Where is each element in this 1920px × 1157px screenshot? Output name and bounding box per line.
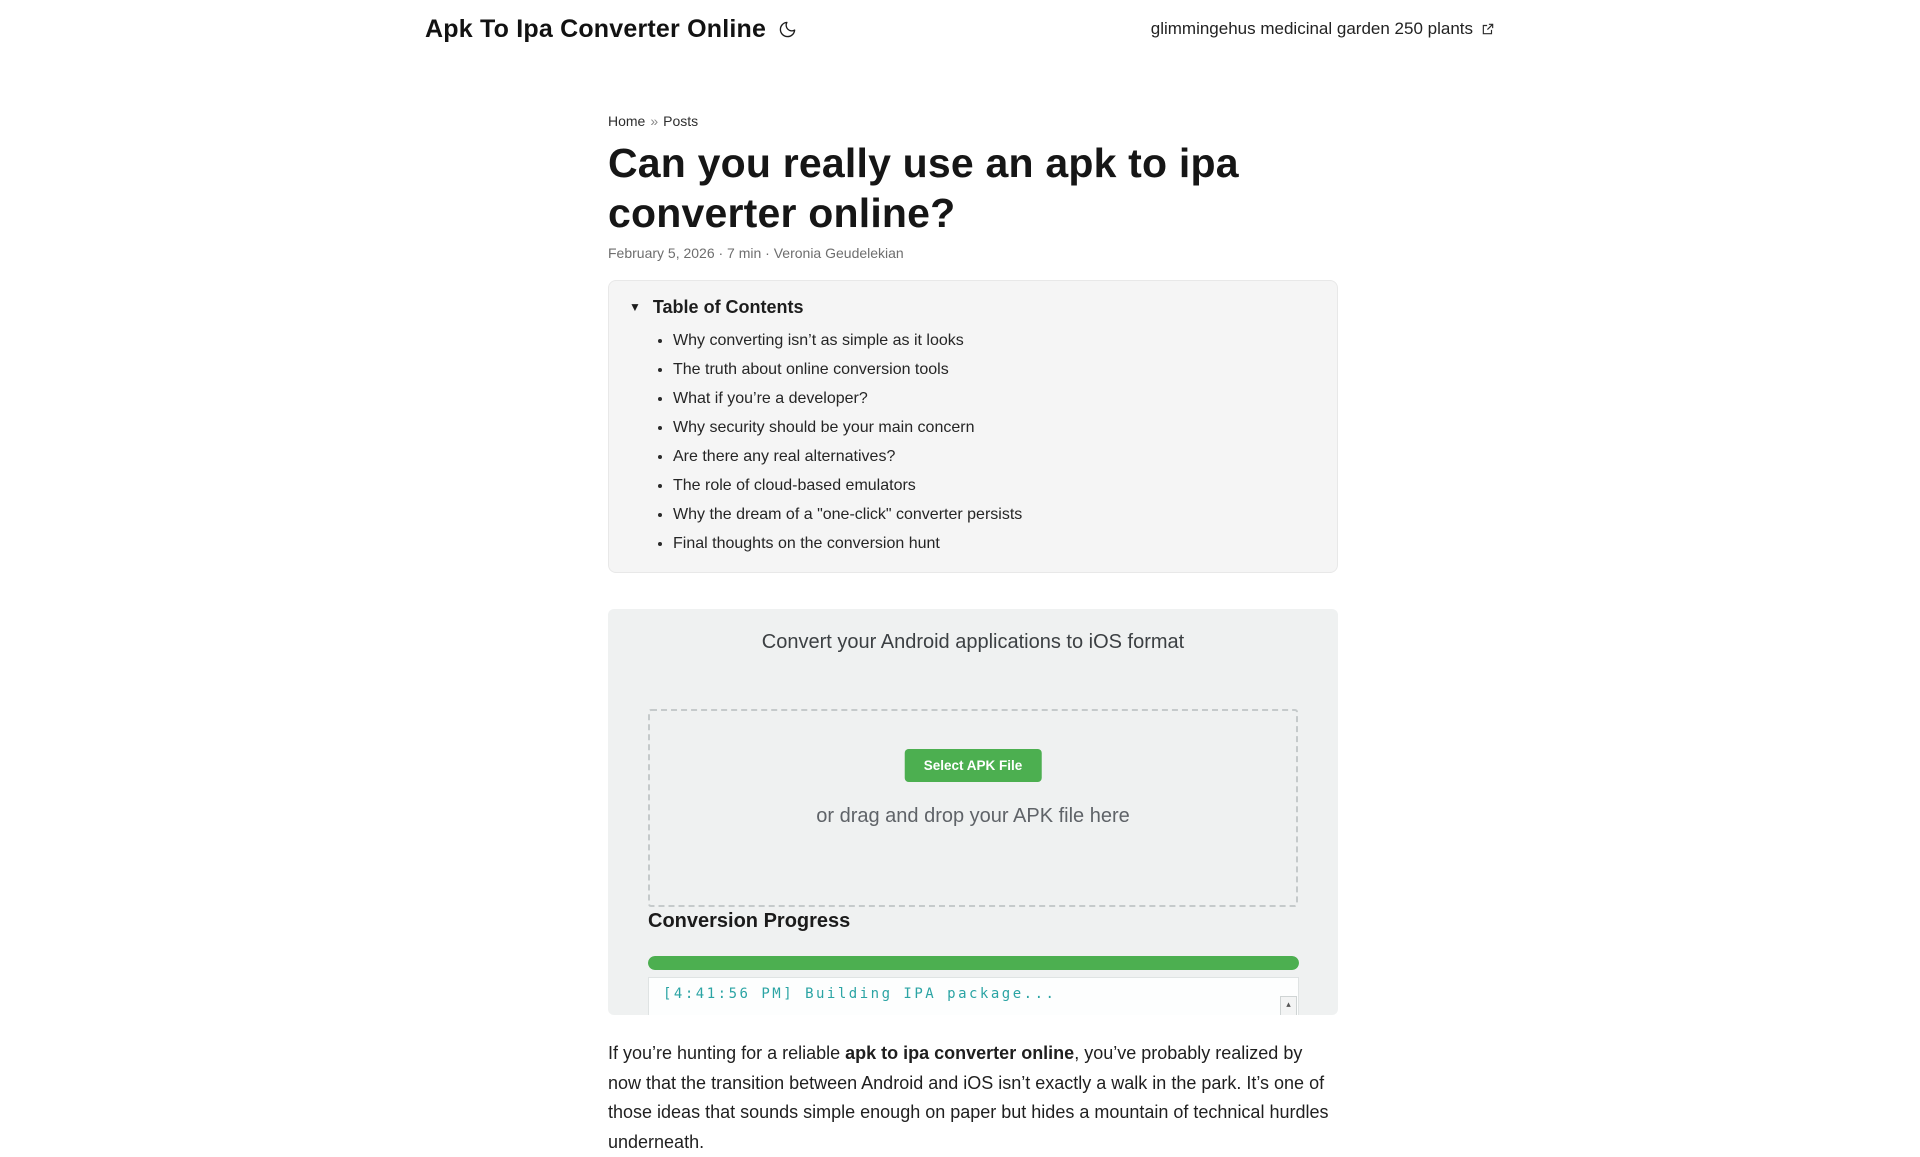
cover-image-log-panel [648,977,1299,1015]
toc-link-8[interactable]: Final thoughts on the conversion hunt [673,535,940,552]
header-external-link-label: glimmingehus medicinal garden 250 plants [1150,19,1473,38]
toc-item [673,471,1337,500]
page-title: Can you really use an apk to ipa converter online? [608,140,1239,236]
paragraph-keyword: apk to ipa converter online [845,1043,1075,1063]
cover-image [608,609,1338,1015]
moon-icon [778,20,797,39]
toc-list [609,326,1337,558]
toc-link-6[interactable]: The role of cloud-based emulators [673,477,916,494]
theme-toggle-button[interactable] [778,20,797,39]
cover-image-dropzone [648,709,1298,907]
toc-item [673,384,1337,413]
toc-item [673,326,1337,355]
external-link-icon [1481,22,1495,36]
header-inner [425,0,1495,58]
post-page [595,112,1351,1157]
toc-link-2[interactable]: The truth about online conversion tools [673,361,949,378]
toc-link-3[interactable]: What if you’re a developer? [673,390,868,407]
progress-fill [648,956,1299,970]
breadcrumb-posts-link[interactable]: Posts [663,113,699,129]
cover-image-select-apk-button: Select APK File [905,749,1042,782]
toc-link-4[interactable]: Why security should be your main concern [673,419,975,436]
toc-item [673,442,1337,471]
toc-item [673,500,1337,529]
toc-toggle[interactable] [609,281,1337,320]
table-of-contents [608,280,1338,573]
toc-title: Table of Contents [652,297,804,317]
cover-image-progress-bar [648,956,1299,970]
post-meta: February 5, 2026 · 7 min · Veronia Geudelekian [608,245,904,261]
cover-image-log-line: [4:41:56 PM] Building IPA package... [663,986,1057,1002]
breadcrumb-home-link[interactable]: Home [608,113,646,129]
cover-image-progress-label: Conversion Progress [648,910,851,932]
paragraph-lead: If you’re hunting for a reliable [608,1043,846,1063]
paragraph-rest: , you’ve probably realized by now that the transition between Android and iOS isn’t exactly a walk in the park. It’s one of those ideas that sounds simple enough on paper but hides a mountain of technical hurdles underneath. [608,1043,1329,1152]
toc-item [673,529,1337,558]
site-title-link[interactable]: Apk To Ipa Converter Online [425,14,767,43]
site-header [0,0,1920,58]
toc-item [673,413,1337,442]
toc-item [673,355,1337,384]
cover-image-drop-hint: or drag and drop your APK file here [816,805,1130,827]
toc-link-7[interactable]: Why the dream of a "one-click" converter persists [673,506,1023,523]
toc-collapse-icon: ▼ [629,300,641,314]
toc-link-5[interactable]: Are there any real alternatives? [673,448,896,465]
header-external-link[interactable] [1151,19,1495,39]
breadcrumb [608,112,1338,130]
toc-link-1[interactable]: Why converting isn’t as simple as it looks [673,332,964,349]
scroll-up-icon: ▴ [1280,996,1297,1015]
cover-image-heading: Convert your Android applications to iOS format [761,631,1185,653]
breadcrumb-separator: » [650,113,659,129]
article-paragraph [608,1039,1338,1157]
